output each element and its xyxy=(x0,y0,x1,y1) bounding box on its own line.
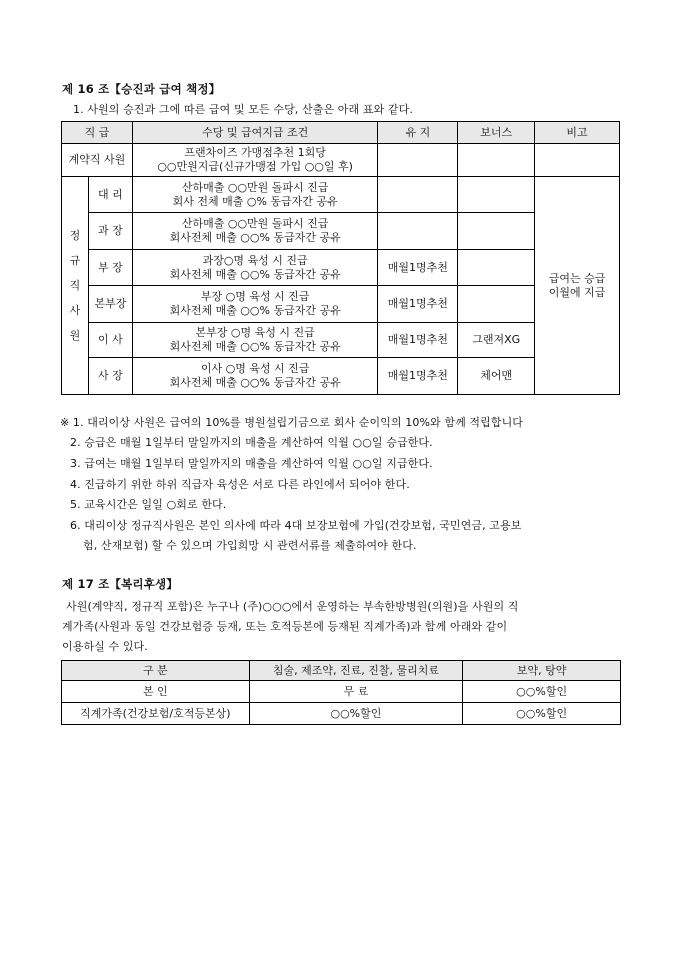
note-5: 5. 교육시간은 일일 ○회로 한다. xyxy=(70,498,227,511)
maintain-cell: 매월1명추천 xyxy=(378,250,458,286)
rank-cell: 과 장 xyxy=(88,213,132,250)
maintain-cell xyxy=(378,144,458,177)
condition-cell xyxy=(132,250,378,286)
header-condition: 수당 및 급여지급 조건 xyxy=(132,122,378,144)
condition-line-1: 과장○명 육성 시 진급 xyxy=(202,253,308,267)
note-1: ※ 1. 대리이상 사원은 급여의 10%를 병원설립기금으로 회사 순이익의 10%와 함께 적립합니다 xyxy=(60,416,524,429)
maintain-cell: 매월1명추천 xyxy=(378,286,458,323)
promotion-salary-table xyxy=(61,121,620,395)
condition-cell xyxy=(132,358,378,395)
welfare-cell: 직계가족(건강보험/호적등본상) xyxy=(62,703,250,725)
welfare-table xyxy=(61,660,621,725)
table-row xyxy=(62,144,620,177)
maintain-cell xyxy=(378,213,458,250)
condition-line-1: 프랜차이즈 가맹점추천 1회당 xyxy=(184,146,326,159)
label-char: 규 xyxy=(69,254,81,267)
article-16-intro: 1. 사원의 승진과 그에 따른 급여 및 모든 수당, 산출은 아래 표와 같다. xyxy=(73,103,413,116)
condition-line-2: 회사전체 매출 ○○% 동급자간 공유 xyxy=(169,231,341,244)
bonus-cell xyxy=(458,286,535,323)
condition-cell xyxy=(132,144,378,177)
remarks-line-2: 이월에 지급 xyxy=(548,285,606,299)
bonus-cell: 그랜져XG xyxy=(458,323,535,358)
article-17-paragraph-line-1: 사원(계약직, 정규직 포함)은 누구나 (주)○○○에서 운영하는 부속한방병원(의원)을 사원의 직 xyxy=(66,600,519,613)
bonus-cell xyxy=(458,177,535,213)
article-17-paragraph-line-3: 이용하실 수 있다. xyxy=(62,640,148,653)
welfare-cell: 무 료 xyxy=(249,681,463,703)
note-2: 2. 승급은 매월 1일부터 말일까지의 매출을 계산하여 익월 ○○일 승급한다. xyxy=(70,436,433,449)
welfare-header-treatment: 침술, 제조약, 진료, 진찰, 물리치료 xyxy=(249,661,463,681)
note-6-line-2: 험, 산재보험) 할 수 있으며 가입희망 시 관련서류를 제출하여야 한다. xyxy=(83,539,417,552)
header-remarks: 비고 xyxy=(535,122,620,144)
table-row xyxy=(62,703,621,725)
header-bonus: 보너스 xyxy=(458,122,535,144)
condition-line-1: 이사 ○명 육성 시 진급 xyxy=(200,362,310,375)
welfare-header-herbal: 보약, 탕약 xyxy=(463,661,621,681)
condition-line-2: 회사전체 매출 ○○% 동급자간 공유 xyxy=(169,376,341,389)
article-16-title: 제 16 조【승진과 급여 책정】 xyxy=(62,82,221,96)
welfare-cell: ○○%할인 xyxy=(463,681,621,703)
maintain-cell: 매월1명추천 xyxy=(378,323,458,358)
header-maintain: 유 지 xyxy=(378,122,458,144)
header-rank: 직 급 xyxy=(62,122,133,144)
welfare-cell: ○○%할인 xyxy=(463,703,621,725)
remarks-cell xyxy=(535,177,620,395)
rank-cell: 계약직 사원 xyxy=(62,144,133,177)
welfare-cell: ○○%할인 xyxy=(249,703,463,725)
condition-line-1: 산하매출 ○○만원 돌파시 진급 xyxy=(181,180,329,194)
maintain-cell xyxy=(378,177,458,213)
note-6-line-1: 6. 대리이상 정규직사원은 본인 의사에 따라 4대 보장보험에 가입(건강보험, 국민연금, 고용보 xyxy=(70,519,522,532)
welfare-cell: 본 인 xyxy=(62,681,250,703)
label-char: 정 xyxy=(69,229,81,242)
note-3: 3. 급여는 매월 1일부터 말일까지의 매출을 계산하여 익월 ○○일 지급한다. xyxy=(70,457,433,470)
label-char: 직 xyxy=(69,279,81,292)
table-row xyxy=(62,177,620,213)
remarks-line-1: 급여는 승급 xyxy=(548,271,606,285)
maintain-cell: 매월1명추천 xyxy=(378,358,458,395)
condition-line-2: 회사전체 매출 ○○% 동급자간 공유 xyxy=(169,267,341,281)
condition-line-1: 부장 ○명 육성 시 진급 xyxy=(200,290,310,303)
condition-cell xyxy=(132,177,378,213)
table-row xyxy=(62,681,621,703)
rank-cell: 본부장 xyxy=(88,286,132,323)
bonus-cell xyxy=(458,213,535,250)
condition-line-2: 회사전체 매출 ○○% 동급자간 공유 xyxy=(169,340,341,353)
condition-line-2: 회사전체 매출 ○○% 동급자간 공유 xyxy=(169,304,341,317)
label-char: 원 xyxy=(69,329,81,342)
bonus-cell: 체어맨 xyxy=(458,358,535,395)
condition-line-1: 산하매출 ○○만원 돌파시 진급 xyxy=(181,217,329,230)
welfare-header-category: 구 분 xyxy=(62,661,250,681)
bonus-cell xyxy=(458,144,535,177)
rank-cell: 사 장 xyxy=(88,358,132,395)
condition-line-1: 본부장 ○명 육성 시 진급 xyxy=(195,326,315,339)
article-17-title: 제 17 조【복리후생】 xyxy=(62,577,179,591)
condition-cell xyxy=(132,286,378,323)
regular-employee-label xyxy=(62,177,89,395)
article-17-paragraph-line-2: 계가족(사원과 동일 건강보험증 등재, 또는 호적등본에 등재된 직계가족)과 함께 아래와 같이 xyxy=(62,620,508,633)
condition-line-2: 회사 전체 매출 ○% 동급자간 공유 xyxy=(172,194,338,208)
condition-cell xyxy=(132,213,378,250)
condition-cell xyxy=(132,323,378,358)
label-char: 사 xyxy=(69,304,81,317)
rank-cell: 대 리 xyxy=(88,177,132,213)
condition-line-2: ○○만원지급(신규가맹점 가입 ○○일 후) xyxy=(157,160,353,173)
remarks-cell-empty xyxy=(535,144,620,177)
rank-cell: 이 사 xyxy=(88,323,132,358)
bonus-cell xyxy=(458,250,535,286)
note-4: 4. 진급하기 위한 하위 직급자 육성은 서로 다른 라인에서 되어야 한다. xyxy=(70,478,410,491)
rank-cell: 부 장 xyxy=(88,250,132,286)
